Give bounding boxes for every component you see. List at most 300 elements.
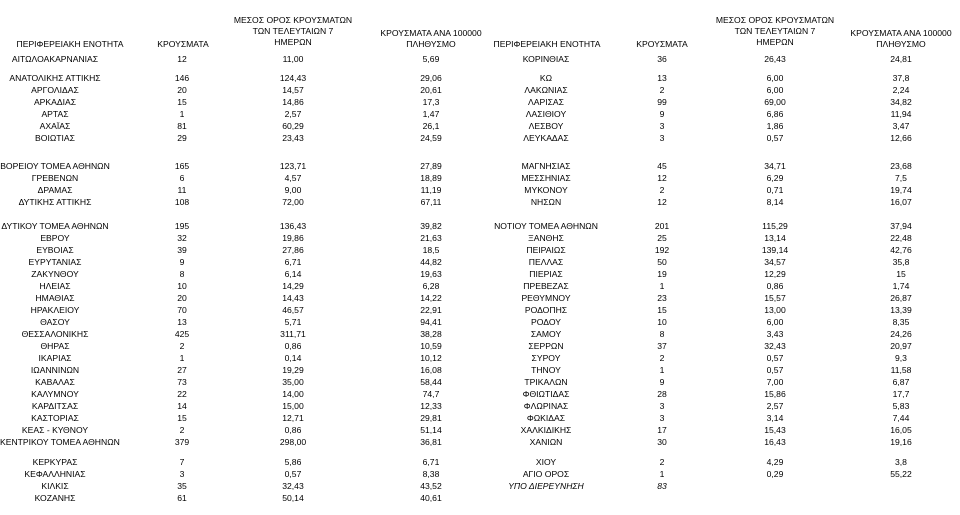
per100k-value: 36,81 <box>420 437 442 447</box>
region-name: ΑΡΤΑΣ <box>41 109 69 119</box>
per100k-value: 3,47 <box>892 121 910 131</box>
header-per100k-line: ΚΡΟΥΣΜΑΤΑ ΑΝΑ 100000 <box>380 28 482 38</box>
avg-value: 12,29 <box>764 269 786 279</box>
header-avg-line: ΤΩΝ ΤΕΛΕΥΤΑΙΩΝ 7 <box>734 26 816 36</box>
avg-value: 2,57 <box>284 109 302 119</box>
region-name: ΠΙΕΡΙΑΣ <box>529 269 563 279</box>
region-name: ΑΡΓΟΛΙΔΑΣ <box>31 85 79 95</box>
avg-value: 27,86 <box>282 245 304 255</box>
avg-value: 0,86 <box>766 281 784 291</box>
region-name: ΓΡΕΒΕΝΩΝ <box>31 173 79 183</box>
cases-value: 8 <box>659 329 665 339</box>
per100k-value: 15 <box>896 269 906 279</box>
cases-value: 32 <box>177 233 187 243</box>
cases-value: 14 <box>177 401 187 411</box>
avg-value: 3,43 <box>766 329 784 339</box>
cases-value: 3 <box>659 413 665 423</box>
cases-value: 15 <box>177 97 187 107</box>
table-row <box>0 316 960 328</box>
avg-value: 2,57 <box>766 401 784 411</box>
per100k-value: 16,07 <box>890 197 912 207</box>
cases-value: 25 <box>657 233 667 243</box>
region-name: ΣΕΡΡΩΝ <box>528 341 564 351</box>
table-row <box>0 400 960 412</box>
table-row <box>0 108 960 120</box>
avg-value: 34,71 <box>764 161 786 171</box>
header-per100k <box>842 28 960 50</box>
header-avg-line: ΜΕΣΟΣ ΟΡΟΣ ΚΡΟΥΣΜΑΤΩΝ <box>715 15 835 25</box>
region-name: ΡΟΔΟΥ <box>531 317 561 327</box>
avg-value: 23,43 <box>282 133 304 143</box>
region-name: ΔΥΤΙΚΟΥ ΤΟΜΕΑ ΑΘΗΝΩΝ <box>1 221 109 231</box>
per100k-value: 74,7 <box>422 389 440 399</box>
table-row <box>0 220 960 232</box>
table-row <box>0 160 960 172</box>
avg-value: 0,14 <box>284 353 302 363</box>
cases-value: 192 <box>654 245 670 255</box>
region-name: ΧΑΝΙΩΝ <box>529 437 563 447</box>
cases-value: 17 <box>657 425 667 435</box>
cases-value: 12 <box>177 54 187 64</box>
avg-value: 0,29 <box>766 469 784 479</box>
per100k-value: 19,74 <box>890 185 912 195</box>
per100k-value: 10,12 <box>420 353 442 363</box>
region-name: ΣΥΡΟΥ <box>531 353 561 363</box>
avg-value: 0,86 <box>284 425 302 435</box>
region-name: ΦΛΩΡΙΝΑΣ <box>523 401 569 411</box>
cases-value: 83 <box>657 481 667 491</box>
avg-value: 14,29 <box>282 281 304 291</box>
avg-value: 6,29 <box>766 173 784 183</box>
per100k-value: 9,3 <box>895 353 907 363</box>
per100k-value: 5,69 <box>422 54 440 64</box>
region-name: ΛΑΡΙΣΑΣ <box>528 97 564 107</box>
header-cases <box>620 39 704 50</box>
cases-value: 23 <box>657 293 667 303</box>
avg-value: 35,00 <box>282 377 304 387</box>
avg-value: 19,29 <box>282 365 304 375</box>
region-name: ΤΗΝΟΥ <box>531 365 561 375</box>
table-row <box>0 184 960 196</box>
cases-value: 146 <box>174 73 190 83</box>
region-name: ΘΗΡΑΣ <box>40 341 70 351</box>
table-row <box>0 84 960 96</box>
cases-value: 15 <box>177 413 187 423</box>
avg-value: 0,57 <box>284 469 302 479</box>
table-row <box>0 120 960 132</box>
cases-value: 20 <box>177 293 187 303</box>
avg-value: 115,29 <box>762 221 788 231</box>
cases-value: 70 <box>177 305 187 315</box>
table-row <box>0 364 960 376</box>
per100k-value: 29,81 <box>420 413 442 423</box>
per100k-value: 38,28 <box>420 329 442 339</box>
region-name: ΕΥΡΥΤΑΝΙΑΣ <box>28 257 82 267</box>
per100k-value: 16,08 <box>420 365 442 375</box>
region-name: ΚΑΛΥΜΝΟΥ <box>31 389 79 399</box>
region-name: ΑΓΙΟ ΟΡΟΣ <box>522 469 570 479</box>
table-row <box>0 256 960 268</box>
region-name: ΚΕΡΚΥΡΑΣ <box>32 457 78 467</box>
cases-value: 27 <box>177 365 187 375</box>
table-row <box>0 132 960 144</box>
per100k-value: 8,38 <box>422 469 440 479</box>
table-row <box>0 328 960 340</box>
per100k-value: 1,74 <box>892 281 910 291</box>
region-name: ΦΩΚΙΔΑΣ <box>526 413 566 423</box>
per100k-value: 26,1 <box>422 121 440 131</box>
avg-value: 15,43 <box>764 425 786 435</box>
per100k-value: 19,63 <box>420 269 442 279</box>
table-row <box>0 292 960 304</box>
region-name: ΛΕΣΒΟΥ <box>528 121 564 131</box>
cases-value: 35 <box>177 481 187 491</box>
table-row <box>0 244 960 256</box>
cases-value: 2 <box>179 341 185 351</box>
cases-value: 39 <box>177 245 187 255</box>
region-name: ΠΡΕΒΕΖΑΣ <box>523 281 569 291</box>
per100k-value: 6,28 <box>422 281 440 291</box>
cases-value: 3 <box>659 121 665 131</box>
region-name: ΝΗΣΩΝ <box>530 197 562 207</box>
cases-value: 13 <box>657 73 667 83</box>
region-name: ΚΕΦΑΛΛΗΝΙΑΣ <box>24 469 86 479</box>
cases-value: 379 <box>174 437 190 447</box>
per100k-value: 1,47 <box>422 109 440 119</box>
cases-value: 195 <box>174 221 190 231</box>
region-name: ΗΛΕΙΑΣ <box>39 281 71 291</box>
table-row <box>0 376 960 388</box>
cases-value: 7 <box>179 457 185 467</box>
region-name: ΚΕΑΣ - ΚΥΘΝΟΥ <box>21 425 89 435</box>
region-name: ΑΡΚΑΔΙΑΣ <box>33 97 77 107</box>
per100k-value: 16,05 <box>890 425 912 435</box>
region-name: ΝΟΤΙΟΥ ΤΟΜΕΑ ΑΘΗΝΩΝ <box>494 221 598 231</box>
table-row <box>0 96 960 108</box>
per100k-value: 42,76 <box>890 245 912 255</box>
avg-value: 4,29 <box>766 457 784 467</box>
avg-value: 15,57 <box>764 293 786 303</box>
region-name: ΦΘΙΩΤΙΔΑΣ <box>522 389 570 399</box>
region-name: ΤΡΙΚΑΛΩΝ <box>524 377 568 387</box>
per100k-value: 20,61 <box>420 85 442 95</box>
region-name: ΞΑΝΘΗΣ <box>528 233 564 243</box>
region-name: ΛΕΥΚΑΔΑΣ <box>523 133 569 143</box>
cases-value: 3 <box>659 133 665 143</box>
region-name: ΣΑΜΟΥ <box>530 329 562 339</box>
per100k-value: 10,59 <box>420 341 442 351</box>
per100k-value: 11,58 <box>890 365 912 375</box>
cases-value: 8 <box>179 269 185 279</box>
avg-value: 0,86 <box>284 341 302 351</box>
region-name: ΚΟΖΑΝΗΣ <box>34 493 76 503</box>
cases-value: 37 <box>657 341 667 351</box>
per100k-value: 27,89 <box>420 161 442 171</box>
per100k-value: 39,82 <box>420 221 442 231</box>
avg-value: 0,71 <box>766 185 784 195</box>
cases-value: 9 <box>659 377 665 387</box>
region-name: ΘΑΣΟΥ <box>40 317 70 327</box>
region-name: ΘΕΣΣΑΛΟΝΙΚΗΣ <box>21 329 89 339</box>
per100k-value: 24,81 <box>890 54 912 64</box>
region-name: ΜΑΓΝΗΣΙΑΣ <box>521 161 571 171</box>
per100k-value: 23,68 <box>890 161 912 171</box>
avg-value: 9,00 <box>284 185 302 195</box>
header-avg-line: ΜΕΣΟΣ ΟΡΟΣ ΚΡΟΥΣΜΑΤΩΝ <box>233 15 353 25</box>
header-avg-line: ΤΩΝ ΤΕΛΕΥΤΑΙΩΝ 7 <box>252 26 334 36</box>
region-name: ΚΩ <box>539 73 553 83</box>
cases-value: 50 <box>657 257 667 267</box>
table-row <box>0 340 960 352</box>
region-name: ΧΙΟΥ <box>535 457 557 467</box>
cases-value: 45 <box>657 161 667 171</box>
header-cases <box>142 39 224 50</box>
region-name: ΛΑΚΩΝΙΑΣ <box>524 85 568 95</box>
table-row <box>0 172 960 184</box>
region-name: ΠΕΙΡΑΙΩΣ <box>526 245 566 255</box>
per100k-value: 67,11 <box>420 197 442 207</box>
per100k-value: 94,41 <box>420 317 442 327</box>
per100k-value: 24,26 <box>890 329 912 339</box>
avg-value: 46,57 <box>282 305 304 315</box>
table-row <box>0 424 960 436</box>
region-name: ΒΟΡΕΙΟΥ ΤΟΜΕΑ ΑΘΗΝΩΝ <box>0 161 110 171</box>
region-name: ΖΑΚΥΝΘΟΥ <box>31 269 79 279</box>
cases-value: 425 <box>174 329 190 339</box>
per100k-value: 8,35 <box>892 317 910 327</box>
cases-value: 15 <box>657 305 667 315</box>
table-row <box>0 352 960 364</box>
region-name: ΔΥΤΙΚΗΣ ΑΤΤΙΚΗΣ <box>18 197 92 207</box>
avg-value: 5,86 <box>284 457 302 467</box>
table-row <box>0 412 960 424</box>
cases-value: 9 <box>179 257 185 267</box>
per100k-value: 55,22 <box>890 469 912 479</box>
region-name: ΥΠΟ ΔΙΕΡΕΥΝΗΣΗ <box>508 481 584 491</box>
region-name: ΡΕΘΥΜΝΟΥ <box>521 293 571 303</box>
avg-value: 6,00 <box>766 85 784 95</box>
avg-value: 124,43 <box>279 73 307 83</box>
table-row <box>0 480 960 492</box>
per100k-value: 5,83 <box>892 401 910 411</box>
per100k-value: 6,87 <box>892 377 910 387</box>
avg-value: 34,57 <box>764 257 786 267</box>
avg-value: 16,43 <box>764 437 786 447</box>
table-row <box>0 280 960 292</box>
cases-value: 2 <box>659 353 665 363</box>
cases-value: 11 <box>177 185 187 195</box>
avg-value: 6,86 <box>766 109 784 119</box>
region-name: ΑΝΑΤΟΛΙΚΗΣ ΑΤΤΙΚΗΣ <box>9 73 101 83</box>
header-cases-label: ΚΡΟΥΣΜΑΤΑ <box>636 39 688 49</box>
per100k-value: 7,44 <box>892 413 910 423</box>
per100k-value: 43,52 <box>420 481 442 491</box>
cases-value: 2 <box>659 85 665 95</box>
per100k-value: 2,24 <box>892 85 910 95</box>
per100k-value: 17,7 <box>892 389 910 399</box>
avg-value: 6,00 <box>766 73 784 83</box>
avg-value: 6,00 <box>766 317 784 327</box>
per100k-value: 24,59 <box>420 133 442 143</box>
per100k-value: 35,8 <box>892 257 910 267</box>
table-row <box>0 72 960 84</box>
region-name: ΚΑΒΑΛΑΣ <box>35 377 75 387</box>
avg-value: 15,00 <box>282 401 304 411</box>
table-row <box>0 232 960 244</box>
cases-value: 99 <box>657 97 667 107</box>
region-name: ΠΕΛΛΑΣ <box>528 257 564 267</box>
avg-value: 139,14 <box>761 245 789 255</box>
region-name: ΑΧΑΪΑΣ <box>39 121 71 131</box>
per100k-value: 11,19 <box>420 185 442 195</box>
avg-value: 60,29 <box>282 121 304 131</box>
avg-value: 6,71 <box>284 257 302 267</box>
cases-value: 1 <box>659 365 665 375</box>
table-row <box>0 468 960 480</box>
per100k-value: 7,5 <box>895 173 907 183</box>
avg-value: 19,86 <box>282 233 304 243</box>
header-avg-line: ΗΜΕΡΩΝ <box>274 37 312 47</box>
avg-value: 50,14 <box>282 493 304 503</box>
table-row <box>0 268 960 280</box>
cases-value: 6 <box>179 173 185 183</box>
avg-value: 1,86 <box>766 121 784 131</box>
region-name: ΔΡΑΜΑΣ <box>37 185 73 195</box>
cases-value: 12 <box>657 197 667 207</box>
cases-value: 165 <box>174 161 190 171</box>
cases-value: 1 <box>659 469 665 479</box>
avg-value: 3,14 <box>766 413 784 423</box>
cases-value: 73 <box>177 377 187 387</box>
cases-value: 1 <box>179 353 185 363</box>
cases-value: 2 <box>659 185 665 195</box>
avg-value: 14,00 <box>282 389 304 399</box>
region-name: ΒΟΙΩΤΙΑΣ <box>35 133 75 143</box>
avg-value: 136,43 <box>279 221 307 231</box>
header-region <box>10 39 130 50</box>
table-row <box>0 456 960 468</box>
avg-value: 4,57 <box>284 173 302 183</box>
avg-value: 0,57 <box>766 133 784 143</box>
table-row <box>0 492 960 504</box>
table-row <box>0 388 960 400</box>
cases-value: 1 <box>179 109 185 119</box>
per100k-value: 40,61 <box>420 493 442 503</box>
avg-value: 15,86 <box>764 389 786 399</box>
avg-value: 0,57 <box>766 365 784 375</box>
per100k-value: 26,87 <box>890 293 912 303</box>
avg-value: 14,57 <box>282 85 304 95</box>
per100k-value: 18,5 <box>422 245 440 255</box>
per100k-value: 22,48 <box>890 233 912 243</box>
cases-value: 22 <box>177 389 187 399</box>
avg-value: 8,14 <box>766 197 784 207</box>
cases-value: 1 <box>659 281 665 291</box>
avg-value: 123,71 <box>279 161 307 171</box>
avg-value: 298,00 <box>279 437 307 447</box>
avg-value: 32,43 <box>764 341 786 351</box>
table-row <box>0 196 960 208</box>
avg-value: 13,14 <box>764 233 786 243</box>
region-name: ΕΒΡΟΥ <box>40 233 70 243</box>
header-per100k-line: ΚΡΟΥΣΜΑΤΑ ΑΝΑ 100000 <box>850 28 952 38</box>
region-name: ΙΚΑΡΙΑΣ <box>38 353 72 363</box>
cases-value: 28 <box>657 389 667 399</box>
avg-value: 311,71 <box>280 329 306 339</box>
per100k-value: 20,97 <box>890 341 912 351</box>
region-name: ΜΥΚΟΝΟΥ <box>524 185 568 195</box>
avg-value: 14,43 <box>282 293 304 303</box>
avg-value: 0,57 <box>766 353 784 363</box>
header-region-label: ΠΕΡΙΦΕΡΕΙΑΚΗ ΕΝΟΤΗΤΑ <box>493 39 601 49</box>
avg-value: 5,71 <box>284 317 302 327</box>
cases-value: 201 <box>654 221 670 231</box>
cases-value: 2 <box>659 457 665 467</box>
per100k-value: 11,94 <box>890 109 912 119</box>
header-per100k <box>360 28 502 50</box>
table-row <box>0 53 960 65</box>
cases-value: 108 <box>174 197 190 207</box>
per100k-value: 34,82 <box>890 97 912 107</box>
region-name: ΗΜΑΘΙΑΣ <box>35 293 75 303</box>
cases-value: 9 <box>659 109 665 119</box>
per100k-value: 37,8 <box>892 73 910 83</box>
header-region-label: ΠΕΡΙΦΕΡΕΙΑΚΗ ΕΝΟΤΗΤΑ <box>16 39 124 49</box>
cases-value: 29 <box>177 133 187 143</box>
per100k-value: 12,66 <box>890 133 912 143</box>
region-name: ΚΙΛΚΙΣ <box>41 481 69 491</box>
per100k-value: 3,8 <box>895 457 907 467</box>
avg-value: 6,14 <box>284 269 302 279</box>
per100k-value: 58,44 <box>420 377 442 387</box>
per100k-value: 6,71 <box>422 457 440 467</box>
cases-value: 20 <box>177 85 187 95</box>
region-name: ΜΕΣΣΗΝΙΑΣ <box>521 173 571 183</box>
per100k-value: 22,91 <box>420 305 442 315</box>
per100k-value: 14,22 <box>420 293 442 303</box>
table-row <box>0 304 960 316</box>
region-name: ΑΙΤΩΛΟΑΚΑΡΝΑΝΙΑΣ <box>11 54 99 64</box>
region-name: ΚΟΡΙΝΘΙΑΣ <box>522 54 570 64</box>
avg-value: 11,00 <box>282 54 304 64</box>
region-name: ΕΥΒΟΙΑΣ <box>36 245 74 255</box>
header-avg <box>705 15 845 48</box>
per100k-value: 21,63 <box>420 233 442 243</box>
avg-value: 7,00 <box>766 377 784 387</box>
cases-value: 10 <box>657 317 667 327</box>
avg-value: 26,43 <box>764 54 786 64</box>
cases-value: 36 <box>657 54 667 64</box>
per100k-value: 13,39 <box>890 305 912 315</box>
avg-value: 72,00 <box>282 197 304 207</box>
cases-value: 2 <box>179 425 185 435</box>
region-name: ΗΡΑΚΛΕΙΟΥ <box>30 305 80 315</box>
region-name: ΚΕΝΤΡΙΚΟΥ ΤΟΜΕΑ ΑΘΗΝΩΝ <box>0 437 120 447</box>
cases-value: 81 <box>177 121 187 131</box>
header-avg <box>222 15 364 48</box>
region-name: ΚΑΡΔΙΤΣΑΣ <box>31 401 79 411</box>
cases-value: 30 <box>657 437 667 447</box>
per100k-value: 12,33 <box>420 401 442 411</box>
region-name: ΧΑΛΚΙΔΙΚΗΣ <box>520 425 572 435</box>
header-cases-label: ΚΡΟΥΣΜΑΤΑ <box>157 39 209 49</box>
cases-value: 13 <box>177 317 187 327</box>
avg-value: 14,86 <box>282 97 304 107</box>
per100k-value: 17,3 <box>422 97 440 107</box>
cases-value: 10 <box>177 281 187 291</box>
cases-value: 3 <box>179 469 185 479</box>
header-per100k-line: ΠΛΗΘΥΣΜΟ <box>406 39 456 49</box>
